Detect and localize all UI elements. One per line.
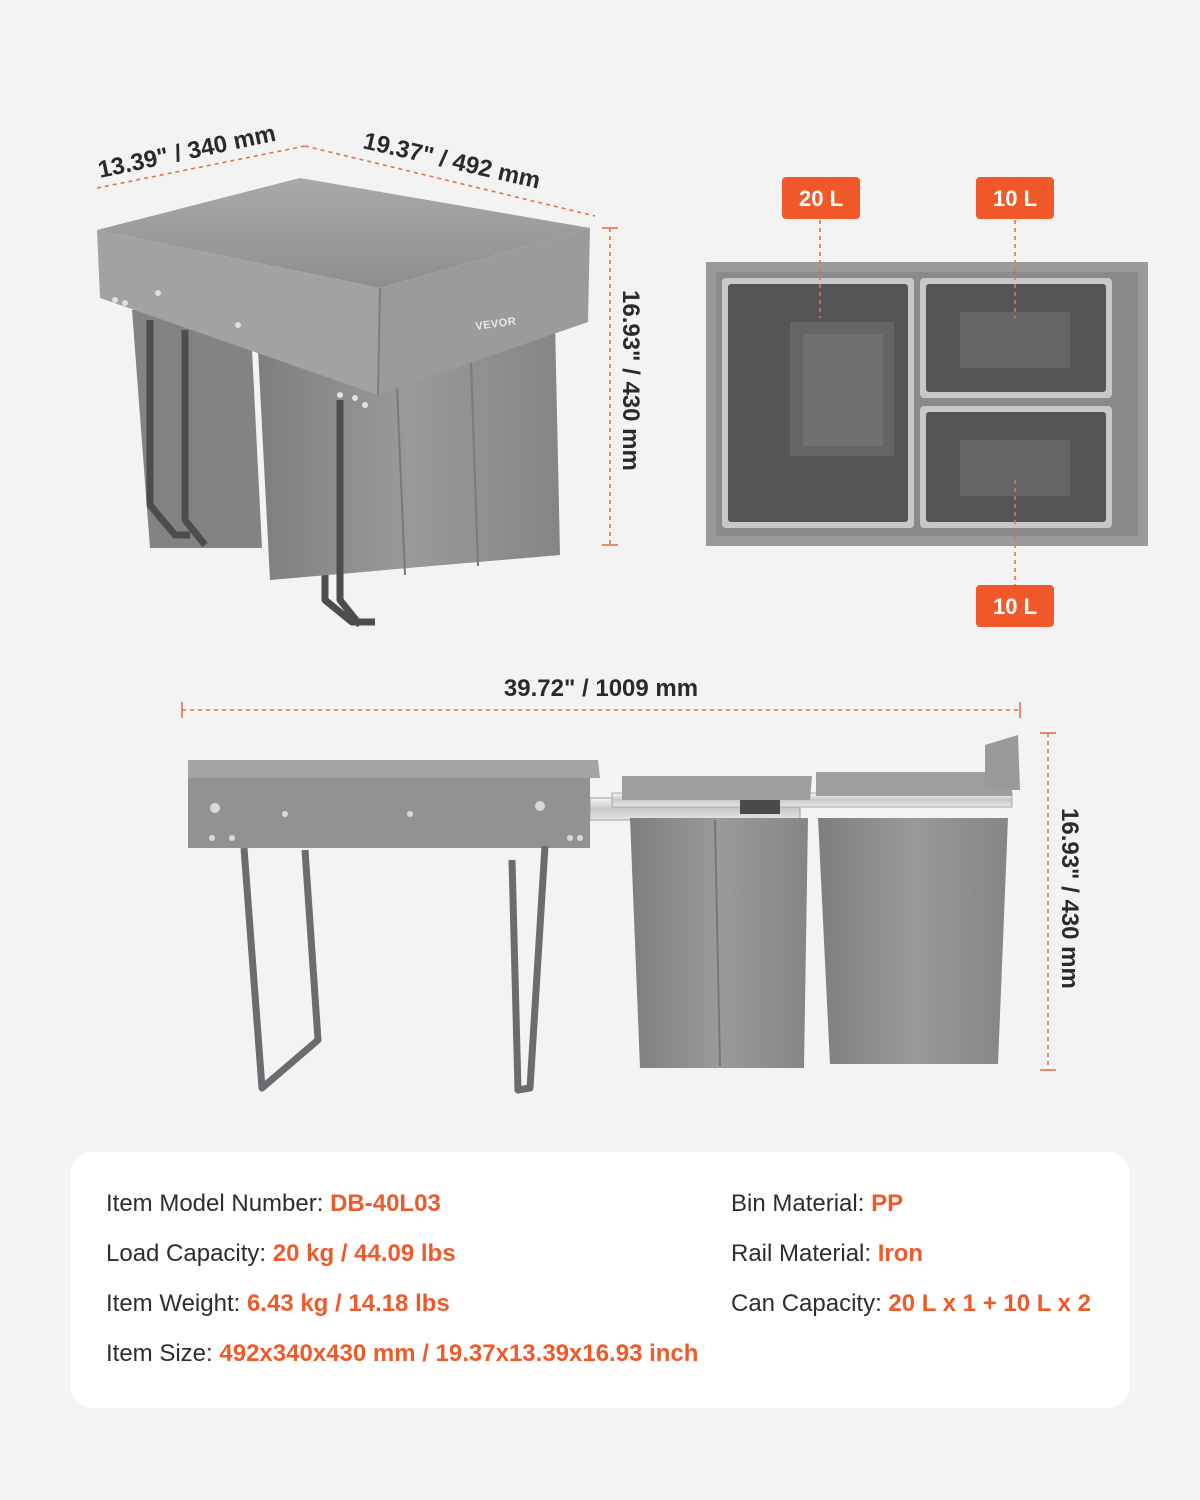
brand-logo: VEVOR bbox=[474, 315, 518, 333]
spec-item-size: Item Size: 492x340x430 mm / 19.37x13.39x16.93 inch bbox=[106, 1340, 699, 1367]
specifications-panel bbox=[70, 1152, 1130, 1408]
height-dimension-label-bottom: 16.93" / 430 mm bbox=[1056, 808, 1083, 989]
bin-3d-view bbox=[97, 178, 590, 625]
spec-item-weight: Item Weight: 6.43 kg / 14.18 lbs bbox=[106, 1290, 450, 1317]
spec-load-capacity: Load Capacity: 20 kg / 44.09 lbs bbox=[106, 1240, 456, 1267]
svg-text:10 L: 10 L bbox=[992, 594, 1038, 619]
bin-side-view-extended bbox=[188, 735, 1020, 1090]
extended-length-label: 39.72" / 1009 mm bbox=[503, 675, 699, 702]
badge-small-bin-bottom bbox=[976, 585, 1054, 627]
bin-top-view bbox=[706, 262, 1148, 546]
svg-text:10 L: 10 L bbox=[992, 186, 1038, 211]
badge-small-bin-top bbox=[976, 177, 1054, 219]
height-dimension-label-top: 16.93" / 430 mm bbox=[617, 290, 644, 471]
svg-text:20 L: 20 L bbox=[798, 186, 844, 211]
width-dimension-label: 19.37" / 492 mm bbox=[360, 127, 543, 195]
badge-large-bin bbox=[782, 177, 860, 219]
depth-dimension-label: 13.39" / 340 mm bbox=[95, 119, 279, 184]
spec-rail-material: Rail Material: Iron bbox=[731, 1240, 924, 1267]
spec-can-capacity: Can Capacity: 20 L x 1 + 10 L x 2 bbox=[731, 1290, 1091, 1317]
spec-model-number: Item Model Number: DB-40L03 bbox=[106, 1190, 441, 1217]
spec-bin-material: Bin Material: PP bbox=[731, 1190, 904, 1217]
